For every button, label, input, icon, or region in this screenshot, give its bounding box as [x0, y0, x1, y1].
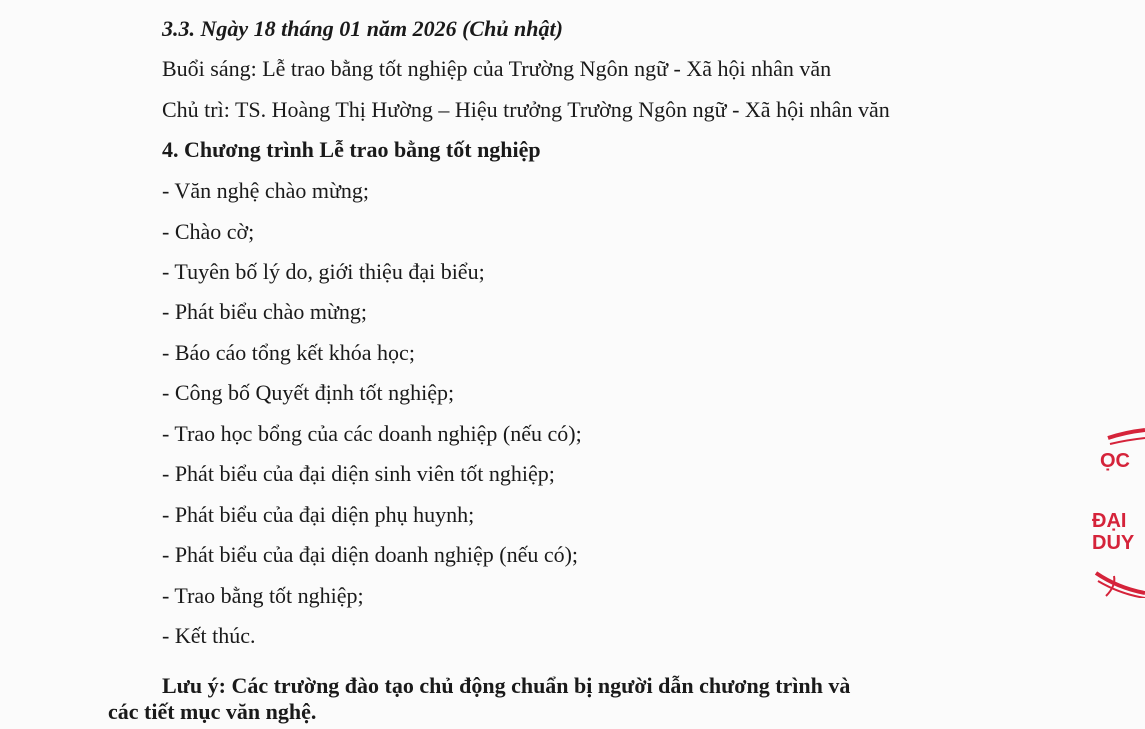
program-item: - Báo cáo tổng kết khóa học; [162, 340, 415, 365]
stamp-fragment: ỌC [1100, 450, 1130, 472]
program-item: - Phát biểu của đại diện sinh viên tốt nghiệp; [162, 461, 555, 486]
note-paragraph: Lưu ý: Các trường đào tạo chủ động chuẩn bị người dẫn chương trình và các tiết mục văn nghệ. [108, 673, 851, 724]
official-stamp [1088, 418, 1145, 598]
program-item: - Chào cờ; [162, 219, 255, 244]
program-item: - Văn nghệ chào mừng; [162, 178, 370, 203]
program-item: - Trao bằng tốt nghiệp; [162, 583, 364, 608]
section-3-3-heading: 3.3. Ngày 18 tháng 01 năm 2026 (Chủ nhật) [162, 16, 563, 41]
stamp-fragment: ĐẠI [1092, 510, 1127, 532]
program-item: - Công bố Quyết định tốt nghiệp; [162, 380, 455, 405]
stamp-rings-icon [1088, 418, 1145, 598]
stamp-fragment: DUY [1092, 532, 1135, 554]
section-4-heading: 4. Chương trình Lễ trao bằng tốt nghiệp [162, 137, 541, 162]
morning-event-line: Buổi sáng: Lễ trao bằng tốt nghiệp của Trường Ngôn ngữ - Xã hội nhân văn [162, 56, 832, 81]
program-item: - Kết thúc. [162, 623, 256, 648]
program-item: - Phát biểu của đại diện phụ huynh; [162, 502, 475, 527]
program-item: - Tuyên bố lý do, giới thiệu đại biểu; [162, 259, 485, 284]
chair-line: Chủ trì: TS. Hoàng Thị Hường – Hiệu trưởng Trường Ngôn ngữ - Xã hội nhân văn [162, 97, 890, 122]
program-item: - Phát biểu chào mừng; [162, 299, 367, 324]
program-item: - Trao học bổng của các doanh nghiệp (nếu có); [162, 421, 582, 446]
program-item: - Phát biểu của đại diện doanh nghiệp (nếu có); [162, 542, 579, 567]
